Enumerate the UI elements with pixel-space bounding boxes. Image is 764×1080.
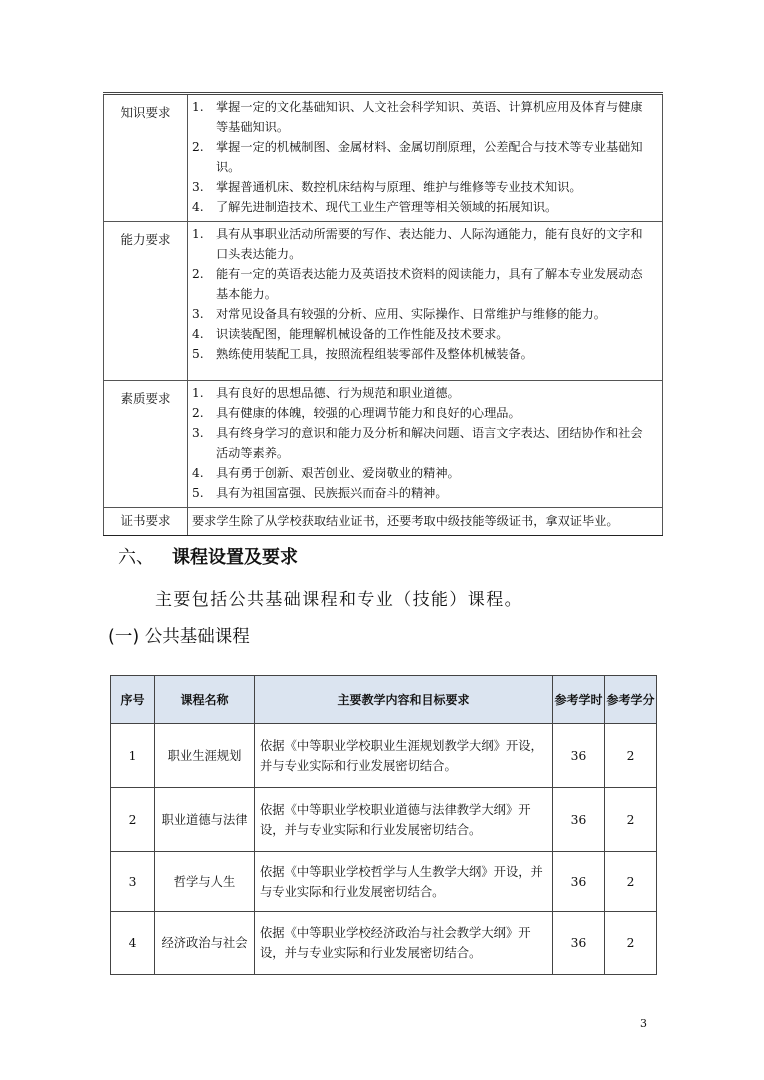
req-row-certificate	[104, 508, 663, 536]
cell-description: 依据《中等职业学校哲学与人生教学大纲》开设，并与专业实际和行业发展密切结合。	[255, 852, 553, 912]
cell-description: 依据《中等职业学校职业生涯规划教学大纲》开设，并与专业实际和行业发展密切结合。	[255, 724, 553, 788]
req-category: 素质要求	[104, 381, 188, 508]
cell-course-name: 职业生涯规划	[155, 724, 255, 788]
list-item: 5. 熟练使用装配工具，按照流程组装零部件及整体机械装备。	[192, 347, 533, 361]
section-intro: 主要包括公共基础课程和专业（技能）课程。	[155, 590, 523, 610]
cell-index: 2	[111, 788, 155, 852]
cell-hours: 36	[553, 852, 605, 912]
list-item: 3. 对常见设备具有较强的分析、应用、实际操作、日常维护与维修的能力。	[192, 307, 606, 321]
list-item: 1. 具有从事职业活动所需要的写作、表达能力、人际沟通能力，能有良好的文字和口头表达能力。	[192, 227, 643, 261]
cell-course-name: 哲学与人生	[155, 852, 255, 912]
cell-index: 4	[111, 912, 155, 975]
list-item: 2. 掌握一定的机械制图、金属材料、金属切削原理，公差配合与技术等专业基础知识。	[192, 140, 643, 174]
page-number: 3	[640, 1017, 647, 1030]
list-item: 2. 具有健康的体魄，较强的心理调节能力和良好的心理品。	[192, 406, 521, 420]
table-header-row	[111, 676, 657, 724]
list-item: 3. 掌握普通机床、数控机床结构与原理、维护与维修等专业技术知识。	[192, 180, 582, 194]
cell-description: 依据《中等职业学校经济政治与社会教学大纲》开设，并与专业实际和行业发展密切结合。	[255, 912, 553, 975]
req-row-ability	[104, 222, 663, 381]
list-item: 5. 具有为祖国富强、民族振兴而奋斗的精神。	[192, 486, 448, 500]
req-list	[192, 97, 654, 217]
subsection-number: (一)	[108, 627, 140, 647]
cell-credits: 2	[605, 788, 657, 852]
list-item: 4. 识读装配图，能理解机械设备的工作性能及技术要求。	[192, 327, 509, 341]
req-row-quality	[104, 381, 663, 508]
section-number: 六、	[118, 547, 154, 568]
req-category: 知识要求	[104, 94, 188, 222]
section-title: 课程设置及要求	[172, 547, 298, 568]
cell-course-name: 经济政治与社会	[155, 912, 255, 975]
column-header: 参考学时	[553, 676, 605, 724]
cell-description: 依据《中等职业学校职业道德与法律教学大纲》开设，并与专业实际和行业发展密切结合。	[255, 788, 553, 852]
cell-index: 1	[111, 724, 155, 788]
cell-credits: 2	[605, 912, 657, 975]
requirements-table	[103, 92, 663, 536]
req-row-knowledge	[104, 94, 663, 222]
list-item: 2. 能有一定的英语表达能力及英语技术资料的阅读能力，具有了解本专业发展动态基本能力。	[192, 267, 643, 301]
column-header: 主要教学内容和目标要求	[255, 676, 553, 724]
req-list	[192, 383, 654, 503]
certificate-text: 要求学生除了从学校获取结业证书，还要考取中级技能等级证书，拿双证毕业。	[188, 508, 663, 536]
cell-hours: 36	[553, 788, 605, 852]
req-list	[192, 224, 654, 364]
course-table	[110, 675, 657, 975]
req-category: 能力要求	[104, 222, 188, 381]
column-header: 课程名称	[155, 676, 255, 724]
column-header: 序号	[111, 676, 155, 724]
req-category: 证书要求	[104, 508, 188, 536]
list-item: 3. 具有终身学习的意识和能力及分析和解决问题、语言文字表达、团结协作和社会活动等素养。	[192, 426, 643, 460]
list-item: 4. 具有勇于创新、艰苦创业、爱岗敬业的精神。	[192, 466, 460, 480]
section-heading	[118, 543, 298, 569]
column-header: 参考学分	[605, 676, 657, 724]
cell-hours: 36	[553, 912, 605, 975]
cell-hours: 36	[553, 724, 605, 788]
cell-index: 3	[111, 852, 155, 912]
table-row	[111, 724, 657, 788]
table-row	[111, 852, 657, 912]
list-item: 1. 具有良好的思想品德、行为规范和职业道德。	[192, 386, 460, 400]
cell-credits: 2	[605, 724, 657, 788]
table-row	[111, 788, 657, 852]
subsection-title: 公共基础课程	[144, 627, 250, 647]
list-item: 1. 掌握一定的文化基础知识、人文社会科学知识、英语、计算机应用及体育与健康等基础知识。	[192, 100, 643, 134]
list-item: 4. 了解先进制造技术、现代工业生产管理等相关领域的拓展知识。	[192, 200, 558, 214]
table-row	[111, 912, 657, 975]
subsection-heading	[108, 623, 250, 648]
cell-credits: 2	[605, 852, 657, 912]
cell-course-name: 职业道德与法律	[155, 788, 255, 852]
